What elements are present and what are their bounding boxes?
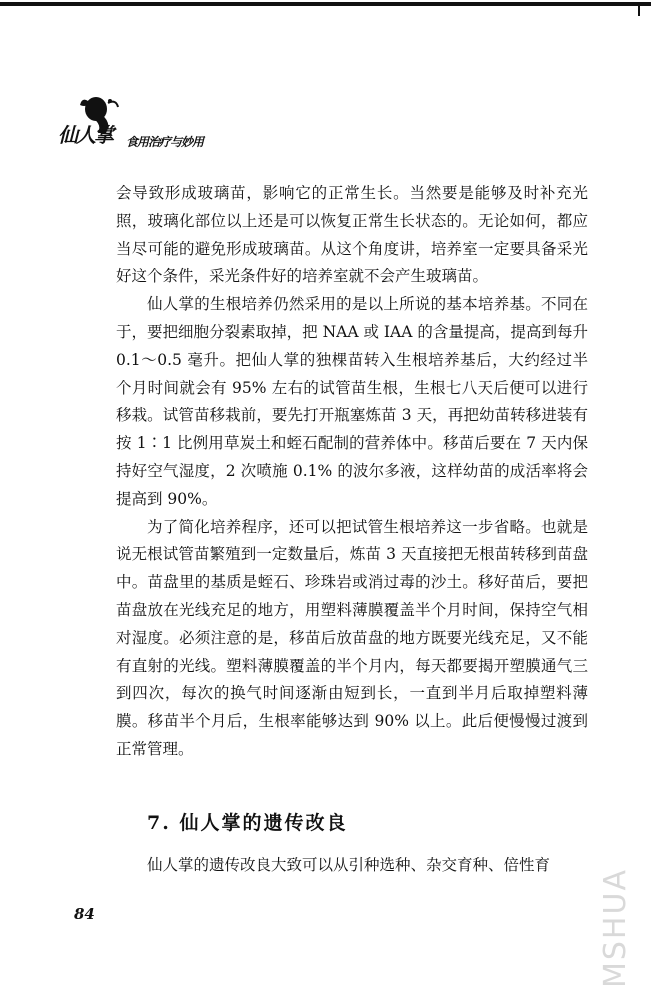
section-heading: 7. 仙人掌的遗传改良	[147, 812, 348, 834]
body-text	[116, 180, 588, 764]
paragraph-1: 会导致形成玻璃苗，影响它的正常生长。当然要是能够及时补充光照，玻璃化部位以上还是可以恢复正常生长状态的。无论如何，都应当尽可能的避免形成玻璃苗。从这个角度讲，培养室一定要具备采光好这个条件，采光条件好的培养室就不会产生玻璃苗。	[116, 184, 588, 286]
top-rule-corner	[630, 6, 640, 16]
paragraph-4: 仙人掌的遗传改良大致可以从引种选种、杂交育种、倍性育	[147, 856, 551, 874]
watermark: MSHUA	[598, 868, 633, 988]
top-rule	[0, 2, 651, 6]
book-subtitle: 食用治疗与妙用	[126, 135, 204, 149]
running-header	[58, 95, 258, 159]
paragraph-2: 仙人掌的生根培养仍然采用的是以上所说的基本培养基。不同在于，要把细胞分裂素取掉，把 NAA 或 IAA 的含量提高，提高到每升 0.1～0.5 毫升。把仙人掌的独棵苗转入生根培养基后，大约经过半个月时间就会有 95% 左右的试管苗生根，生根七八天后便可以进行移栽。试管苗移栽前，要先打开瓶塞炼苗 3 天，再把幼苗转移进装有按 1∶1 比例用草炭土和蛭石配制的营养体中。移苗后要在 7 天内保持好空气湿度，2 次喷施 0.1% 的波尔多液，这样幼苗的成活率将会提高到 90%。	[116, 295, 588, 508]
page-number: 84	[74, 905, 95, 923]
book-title: 仙人掌	[58, 123, 112, 147]
paragraph-3: 为了简化培养程序，还可以把试管生根培养这一步省略。也就是说无根试管苗繁殖到一定数量后，炼苗 3 天直接把无根苗转移到苗盘中。苗盘里的基质是蛭石、珍珠岩或消过毒的沙土。移好苗后，要把苗盘放在光线充足的地方，用塑料薄膜覆盖半个月时间，保持空气相对湿度。必须注意的是，移苗后放苗盘的地方既要光线充足，又不能有直射的光线。塑料薄膜覆盖的半个月内，每天都要揭开塑膜通气三到四次，每次的换气时间逐渐由短到长，一直到半月后取掉塑料薄膜。移苗半个月后，生根率能够达到 90% 以上。此后便慢慢过渡到正常管理。	[116, 517, 588, 758]
